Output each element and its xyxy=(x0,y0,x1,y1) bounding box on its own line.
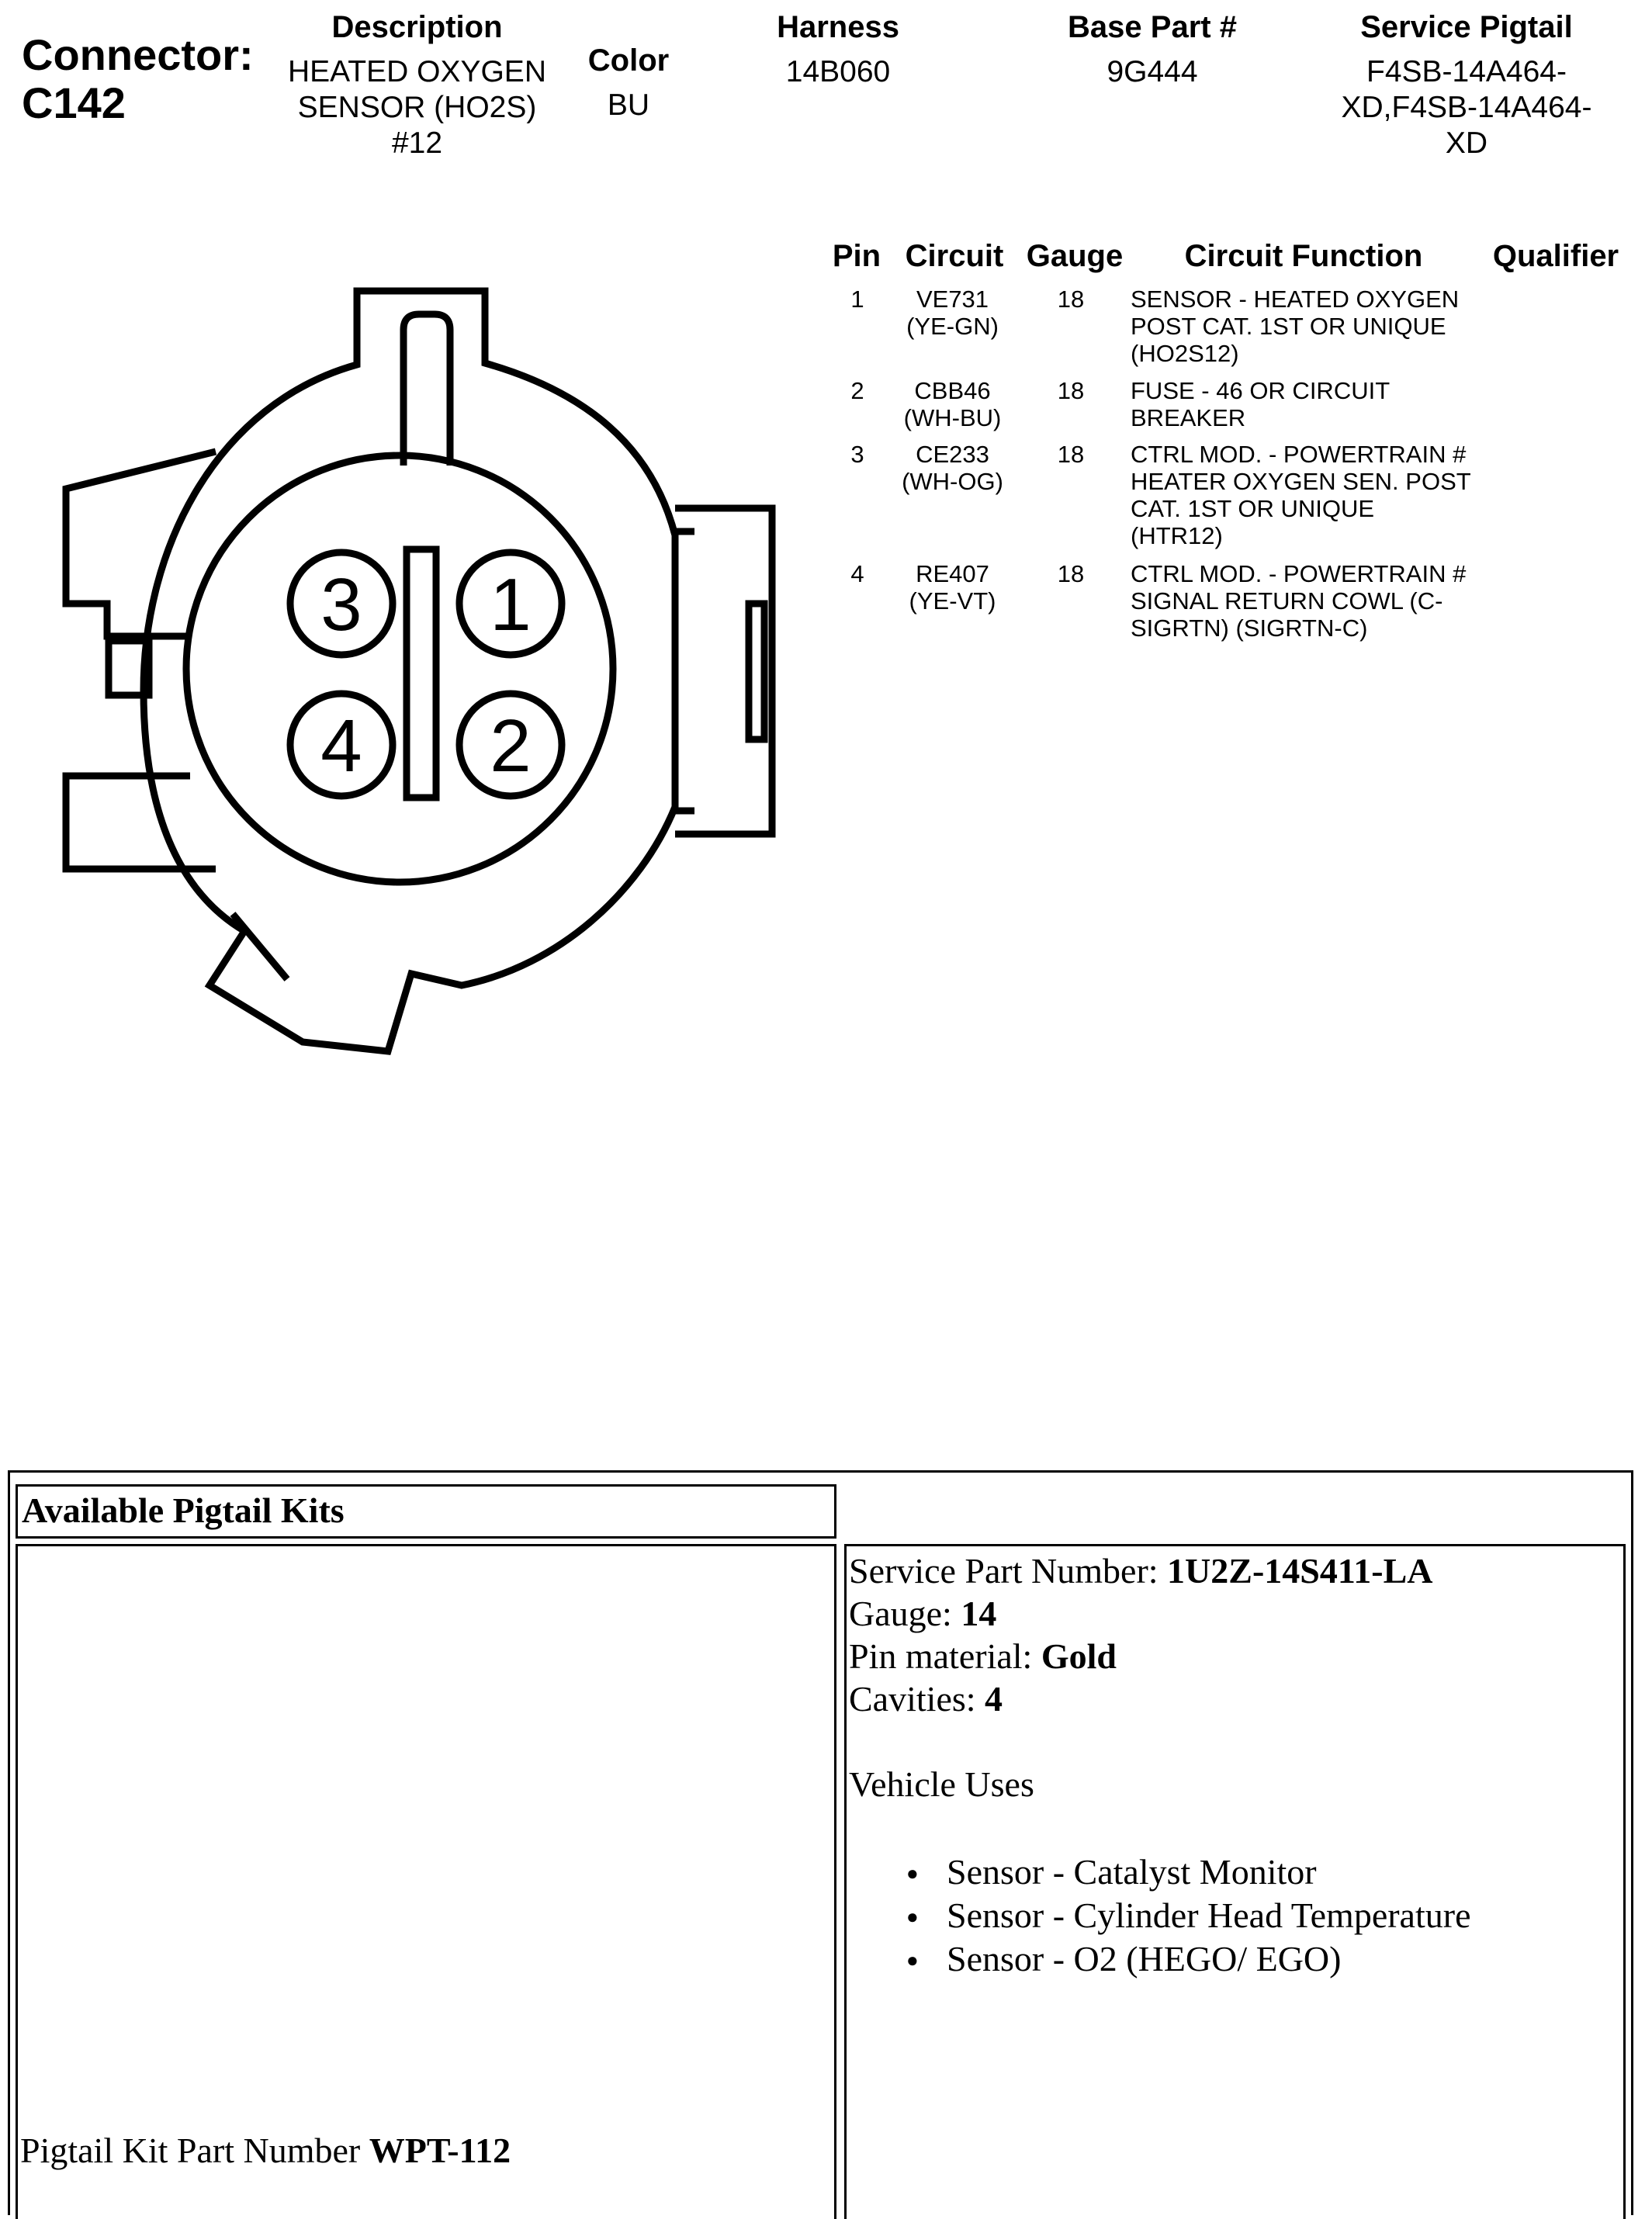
connector-label: Connector: xyxy=(22,30,254,79)
qualifier-header: Qualifier xyxy=(1492,239,1619,273)
harness-value: 14B060 xyxy=(785,55,891,88)
connector-face-diagram xyxy=(54,272,784,1055)
circuit-id: CE233 xyxy=(916,441,989,468)
gauge-cell: 18 xyxy=(1057,560,1085,587)
description-line: #12 xyxy=(391,126,443,160)
pin-material-value: Gold xyxy=(1041,1636,1117,1676)
circuit-id: RE407 xyxy=(916,560,989,587)
service-pigtail-value xyxy=(1304,54,1629,161)
top-key xyxy=(403,314,450,466)
function-header: Circuit Function xyxy=(1184,239,1423,273)
circuit-color: (WH-BU) xyxy=(903,404,1002,431)
circuit-cell xyxy=(885,441,1020,495)
function-line: SENSOR - HEATED OXYGEN xyxy=(1131,286,1460,313)
function-line: BREAKER xyxy=(1131,404,1246,431)
kit-part-value: WPT-112 xyxy=(369,2131,511,2170)
inner-face xyxy=(186,455,613,882)
circuit-cell xyxy=(885,286,1020,340)
function-line: (HTR12) xyxy=(1131,522,1223,549)
circuit-color: (WH-OG) xyxy=(902,468,1003,495)
pin-number: 2 xyxy=(850,377,864,404)
service-part-value: 1U2Z-14S411-LA xyxy=(1167,1551,1433,1591)
left-lower-tab xyxy=(66,776,216,869)
circuit-cell xyxy=(885,377,1020,431)
center-divider xyxy=(407,549,436,798)
gauge-cell: 18 xyxy=(1057,441,1085,468)
harness-label: Harness xyxy=(777,10,899,44)
function-line: HEATER OXYGEN SEN. POST xyxy=(1131,468,1471,495)
color-label: Color xyxy=(587,43,670,78)
circuit-color: (YE-VT) xyxy=(909,587,996,614)
pigtail-line: XD xyxy=(1445,126,1488,160)
circuit-id: VE731 xyxy=(916,286,989,313)
color-value: BU xyxy=(607,88,650,122)
description-label: Description xyxy=(331,10,503,44)
cavity-label-2: 2 xyxy=(490,704,532,788)
kit-part-number-line xyxy=(20,2130,511,2171)
function-line: SIGRTN) (SIGRTN-C) xyxy=(1131,614,1368,642)
bottom-key xyxy=(233,914,287,979)
kit-left-cell xyxy=(16,1544,836,2219)
description-value xyxy=(264,54,570,161)
function-cell xyxy=(1131,560,1503,642)
function-cell xyxy=(1131,286,1503,367)
function-line: (HO2S12) xyxy=(1131,340,1239,367)
cavities-value: 4 xyxy=(985,1679,1003,1719)
pigtail-kits-title: Available Pigtail Kits xyxy=(22,1490,345,1530)
function-line: FUSE - 46 OR CIRCUIT xyxy=(1131,377,1391,404)
circuit-color: (YE-GN) xyxy=(906,313,999,340)
connector-heading xyxy=(22,31,254,127)
pin-number: 4 xyxy=(850,560,864,587)
kit-part-label: Pigtail Kit Part Number xyxy=(20,2131,369,2170)
function-line: CTRL MOD. - POWERTRAIN # xyxy=(1131,441,1467,468)
pin-material-label: Pin material: xyxy=(849,1636,1041,1676)
function-line: CTRL MOD. - POWERTRAIN # xyxy=(1131,560,1467,587)
pin-header: Pin xyxy=(832,239,881,273)
cavity-label-3: 3 xyxy=(320,563,362,646)
list-item: ● Sensor - Catalyst Monitor xyxy=(947,1850,1471,1894)
pin-material-line xyxy=(849,1636,1117,1677)
base-part-column xyxy=(1032,9,1273,90)
kit-title-spacer xyxy=(840,1484,1626,1539)
circuit-id: CBB46 xyxy=(914,377,991,404)
description-line: SENSOR (HO2S) xyxy=(297,91,537,124)
cavity-label-1: 1 xyxy=(490,563,532,646)
connector-id: C142 xyxy=(22,78,126,127)
cavities-label: Cavities: xyxy=(849,1679,985,1719)
pin-number: 3 xyxy=(850,441,864,468)
vehicle-uses-label: Vehicle Uses xyxy=(849,1764,1034,1804)
gauge-cell: 18 xyxy=(1057,377,1085,404)
circuit-header: Circuit xyxy=(905,239,1004,273)
service-pigtail-label: Service Pigtail xyxy=(1360,10,1573,44)
function-line: POST CAT. 1ST OR UNIQUE xyxy=(1131,313,1446,340)
description-line: HEATED OXYGEN xyxy=(287,55,546,88)
cavity-label-4: 4 xyxy=(320,704,362,788)
gauge-cell: 18 xyxy=(1057,286,1085,313)
pigtail-line: XD,F4SB-14A464- xyxy=(1341,91,1592,124)
base-part-label: Base Part # xyxy=(1068,10,1237,44)
pin-number: 1 xyxy=(850,286,864,313)
kit-gauge-label: Gauge: xyxy=(849,1594,961,1633)
harness-column xyxy=(722,9,954,90)
kit-gauge-value: 14 xyxy=(961,1594,997,1633)
pigtail-line: F4SB-14A464- xyxy=(1366,55,1567,88)
list-item: ● Sensor - O2 (HEGO/ EGO) xyxy=(947,1937,1471,1981)
description-column xyxy=(264,9,570,161)
cavities-line xyxy=(849,1678,1003,1720)
base-part-value: 9G444 xyxy=(1107,55,1198,88)
function-line: CAT. 1ST OR UNIQUE xyxy=(1131,495,1375,522)
service-part-line xyxy=(849,1550,1433,1592)
circuit-cell xyxy=(885,560,1020,614)
gauge-line xyxy=(849,1593,996,1635)
gauge-header: Gauge xyxy=(1026,239,1124,273)
list-item: ● Sensor - Cylinder Head Temperature xyxy=(947,1894,1471,1937)
service-part-label: Service Part Number: xyxy=(849,1551,1168,1591)
function-cell xyxy=(1131,377,1503,431)
function-cell xyxy=(1131,441,1503,549)
function-line: SIGNAL RETURN COWL (C- xyxy=(1131,587,1443,614)
right-latch xyxy=(749,604,764,739)
service-pigtail-column xyxy=(1304,9,1629,161)
right-bracket xyxy=(675,508,772,834)
vehicle-uses-list xyxy=(869,1850,1471,1981)
